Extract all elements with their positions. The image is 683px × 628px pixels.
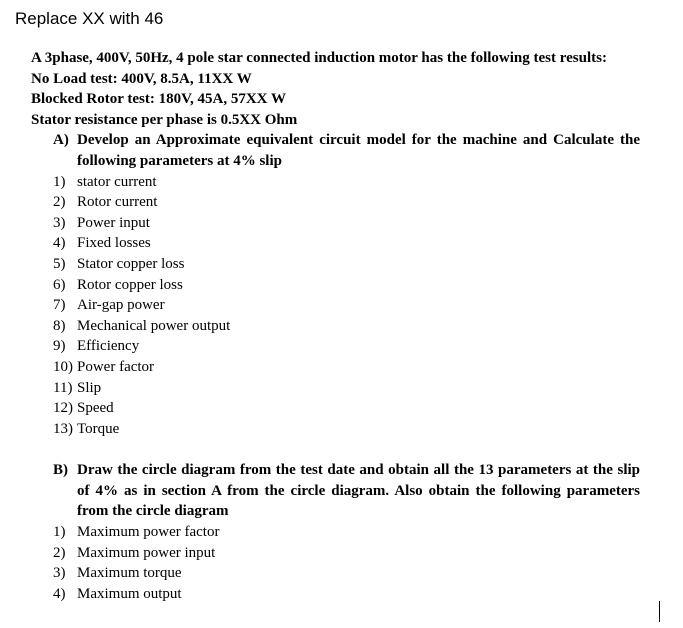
list-item-label: Air-gap power bbox=[77, 297, 165, 314]
list-item bbox=[53, 398, 640, 419]
list-item bbox=[53, 543, 640, 564]
list-item-number: 7) bbox=[53, 297, 66, 314]
list-item bbox=[53, 275, 640, 296]
list-item-number: 12) bbox=[53, 400, 73, 417]
intro-line-1: A 3phase, 400V, 50Hz, 4 pole star connected induction motor has the following test results: bbox=[31, 50, 607, 66]
list-item bbox=[53, 172, 640, 193]
list-item-number: 4) bbox=[53, 235, 66, 252]
list-item-label: Maximum power factor bbox=[77, 524, 220, 541]
list-item-number: 3) bbox=[53, 565, 66, 582]
list-item-number: 5) bbox=[53, 255, 66, 272]
list-item bbox=[53, 522, 640, 543]
problem-statement bbox=[31, 48, 643, 604]
list-item-label: Rotor current bbox=[77, 194, 158, 211]
section-a-text: Develop an Approximate equivalent circuit model for the machine and Calculate the following parameters at 4% slip bbox=[77, 132, 640, 169]
section-b bbox=[53, 460, 640, 604]
list-item-label: Maximum torque bbox=[77, 565, 182, 582]
list-item-label: Efficiency bbox=[77, 338, 140, 355]
list-item bbox=[53, 295, 640, 316]
list-item bbox=[53, 357, 640, 378]
text-cursor bbox=[659, 601, 660, 622]
list-item-label: Fixed losses bbox=[77, 235, 151, 252]
section-spacer bbox=[31, 439, 643, 460]
list-item-number: 1) bbox=[53, 173, 66, 190]
list-item bbox=[53, 563, 640, 584]
list-item bbox=[53, 192, 640, 213]
list-item-number: 6) bbox=[53, 276, 66, 293]
intro-line-2: No Load test: 400V, 8.5A, 11XX W bbox=[31, 70, 252, 87]
list-item-label: Maximum power input bbox=[77, 544, 216, 561]
list-item-label: Maximum output bbox=[77, 585, 182, 602]
section-a bbox=[53, 130, 640, 439]
list-item bbox=[53, 336, 640, 357]
list-item-label: stator current bbox=[77, 173, 157, 190]
list-item-label: Power input bbox=[77, 214, 150, 231]
list-item-label: Mechanical power output bbox=[77, 317, 231, 334]
section-b-letter: B) bbox=[53, 462, 68, 479]
list-item-number: 3) bbox=[53, 214, 66, 231]
section-b-text: Draw the circle diagram from the test date and obtain all the 13 parameters at the slip of 4% as in section A from the circle diagram. Also obtain the following parameters from the circle diagram bbox=[77, 462, 640, 520]
section-a-list bbox=[53, 172, 640, 440]
list-item-label: Torque bbox=[77, 420, 120, 437]
list-item bbox=[53, 584, 640, 605]
section-a-letter: A) bbox=[53, 132, 69, 149]
section-b-heading bbox=[53, 460, 640, 522]
list-item-label: Power factor bbox=[77, 358, 155, 375]
header-note: Replace XX with 46 bbox=[15, 9, 164, 28]
list-item bbox=[53, 316, 640, 337]
list-item-number: 2) bbox=[53, 194, 66, 211]
list-item bbox=[53, 213, 640, 234]
list-item-number: 11) bbox=[53, 379, 73, 396]
list-item-label: Speed bbox=[77, 400, 114, 417]
section-a-heading bbox=[53, 130, 640, 171]
list-item-label: Rotor copper loss bbox=[77, 276, 183, 293]
section-b-list bbox=[53, 522, 640, 604]
list-item-number: 1) bbox=[53, 524, 66, 541]
list-item-number: 2) bbox=[53, 544, 66, 561]
intro-line-3: Blocked Rotor test: 180V, 45A, 57XX W bbox=[31, 91, 286, 108]
list-item-number: 4) bbox=[53, 585, 66, 602]
list-item-number: 13) bbox=[53, 420, 73, 437]
list-item-number: 8) bbox=[53, 317, 66, 334]
list-item bbox=[53, 419, 640, 440]
list-item-label: Slip bbox=[77, 379, 102, 396]
list-item-label: Stator copper loss bbox=[77, 255, 185, 272]
list-item bbox=[53, 254, 640, 275]
intro-line-4: Stator resistance per phase is 0.5XX Ohm bbox=[31, 111, 298, 128]
list-item-number: 10) bbox=[53, 358, 73, 375]
list-item bbox=[53, 233, 640, 254]
list-item bbox=[53, 378, 640, 399]
list-item-number: 9) bbox=[53, 338, 66, 355]
